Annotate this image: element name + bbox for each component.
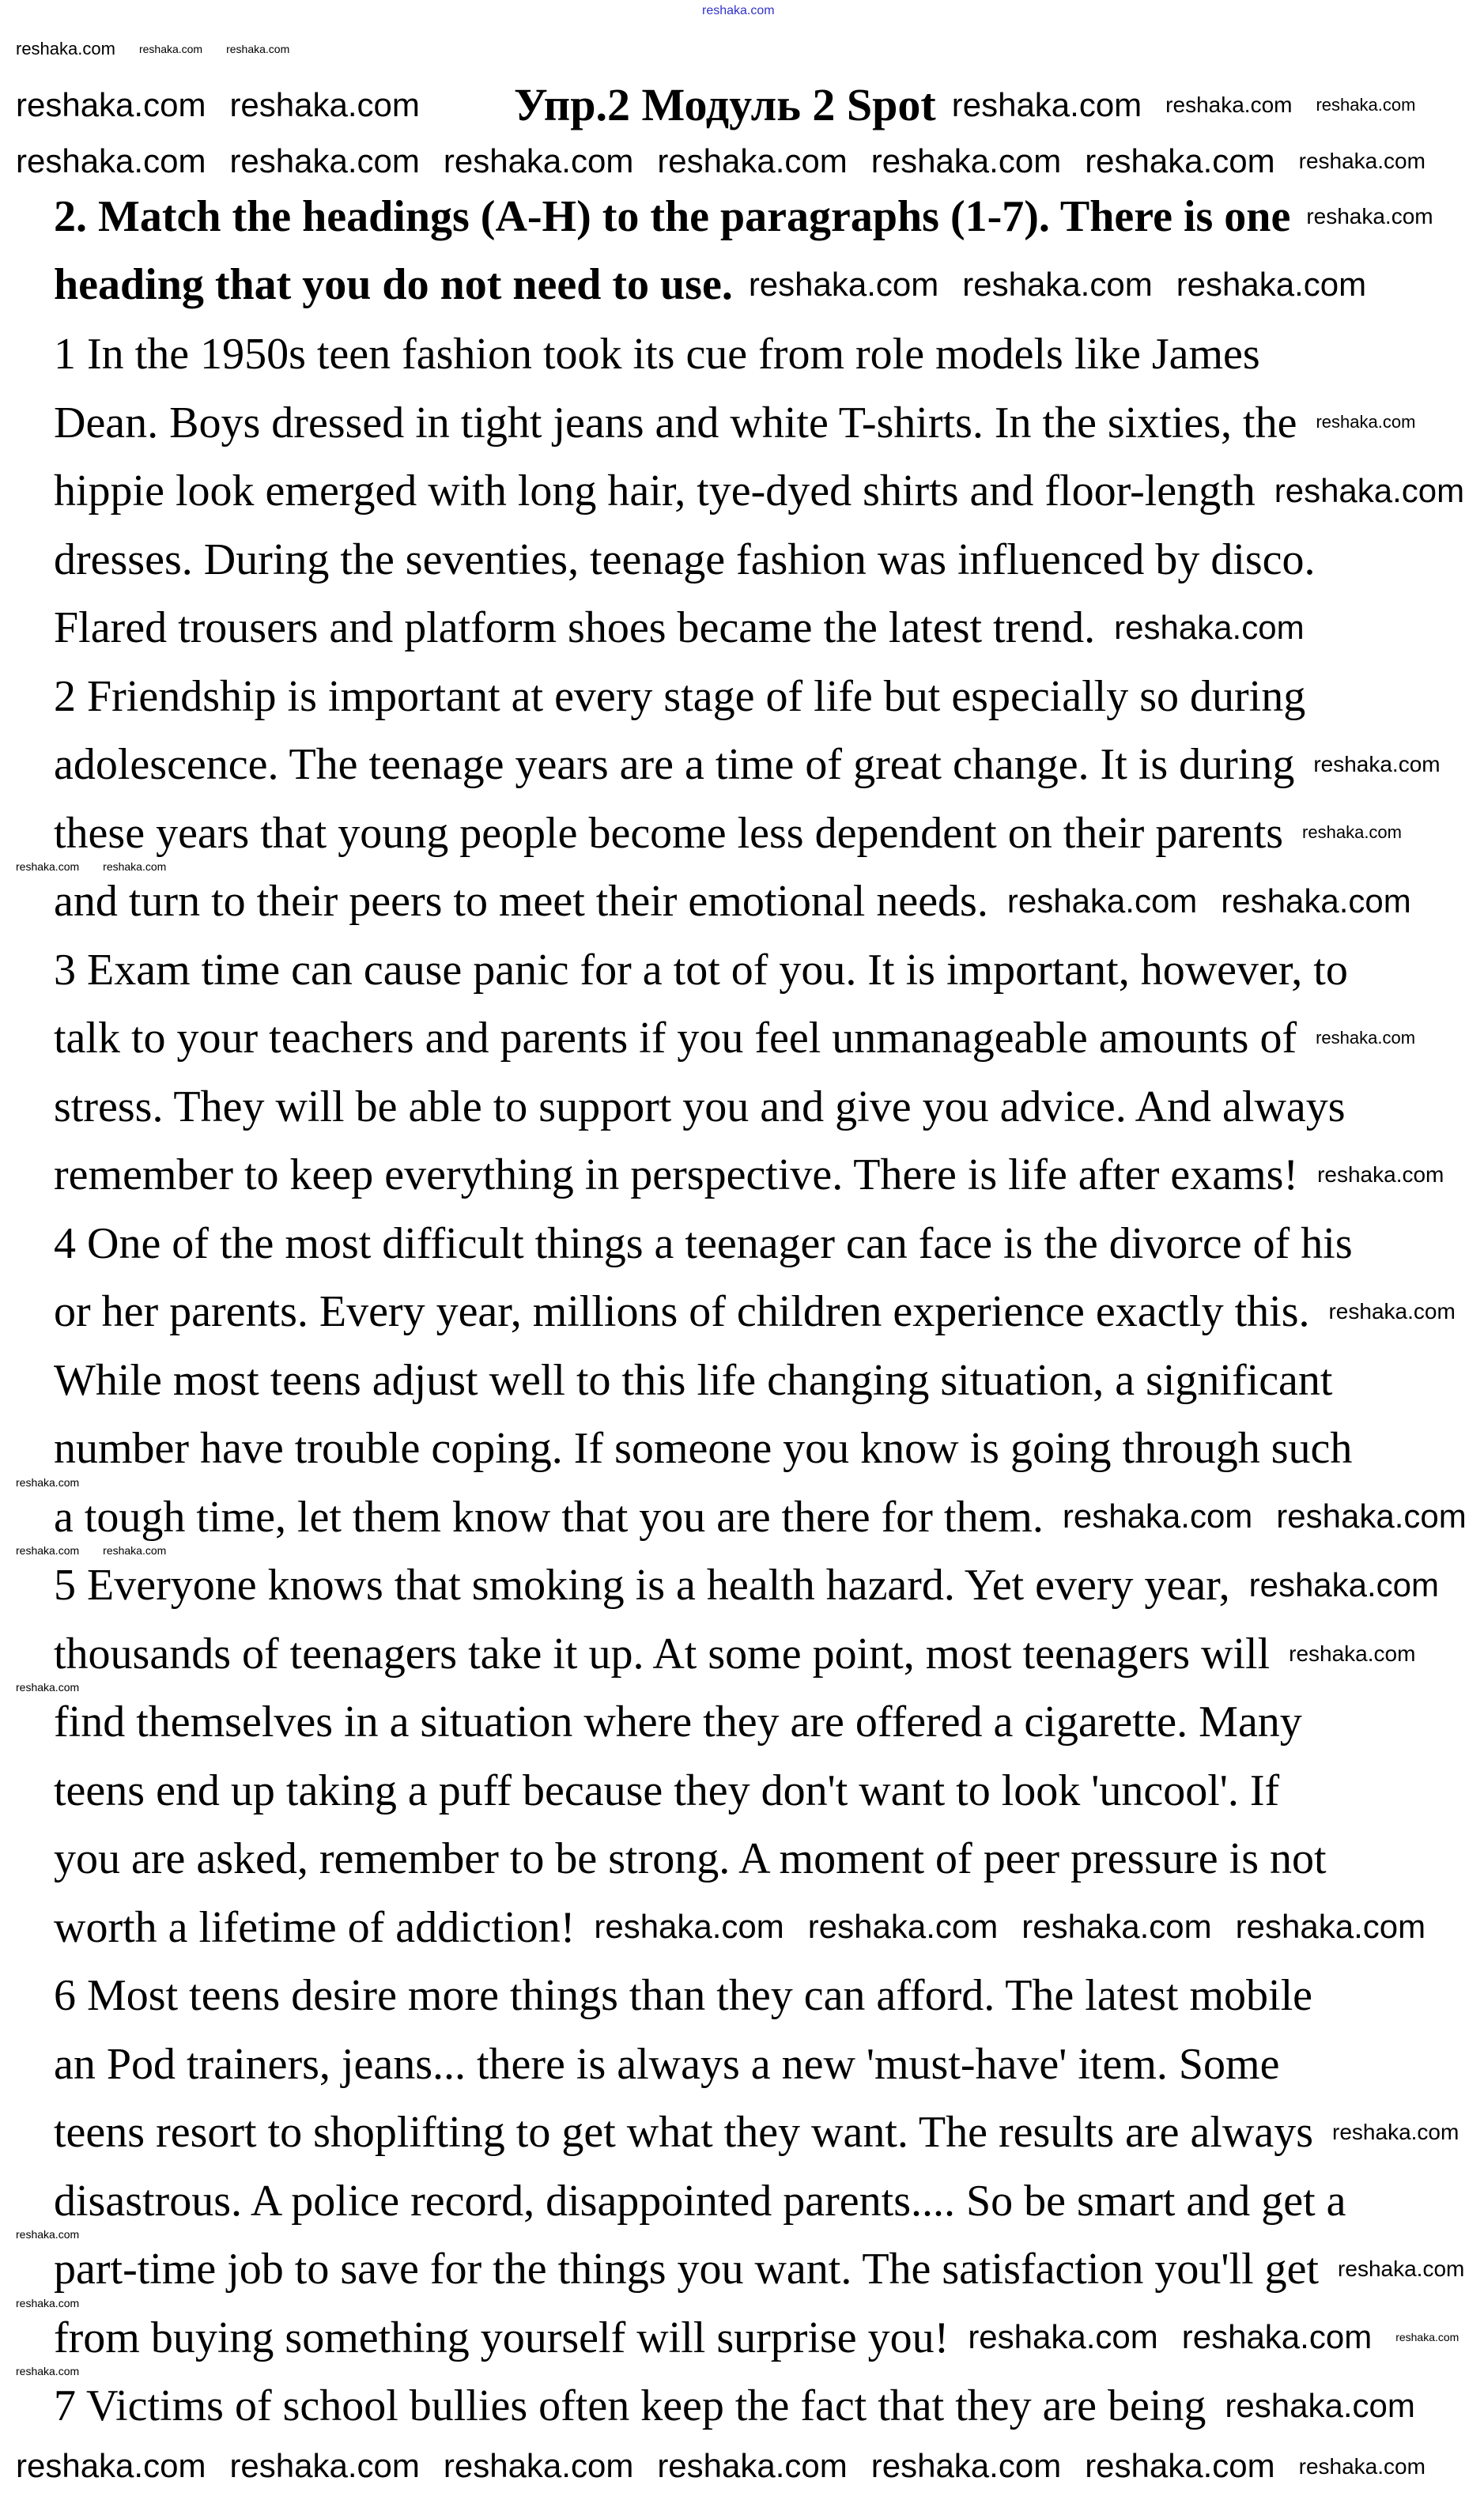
text-line: 4 One of the most difficult things a teenager can face is the divorce of his: [54, 1218, 1353, 1268]
site-link[interactable]: reshaka.com: [702, 4, 775, 17]
text-line: 6 Most teens desire more things than they can afford. The latest mobile: [54, 1971, 1312, 2020]
watermark-text: reshaka.com: [443, 2447, 634, 2485]
watermark-text: reshaka.com: [1021, 1908, 1212, 1946]
watermark-text: reshaka.com: [1176, 265, 1367, 303]
watermark-text: reshaka.com: [951, 85, 1142, 123]
watermark-text: reshaka.com: [226, 42, 290, 55]
text-line: dresses. During the seventies, teenage fashion was influenced by disco.: [54, 534, 1316, 584]
watermark-text: reshaka.com: [1395, 2331, 1459, 2344]
watermark-text: reshaka.com: [1085, 2447, 1275, 2485]
text-line: 1 In the 1950s teen fashion took its cue from role models like James: [54, 330, 1260, 379]
text-line: you are asked, remember to be strong. A moment of peer pressure is not: [54, 1834, 1327, 1883]
watermark-text: reshaka.com: [1114, 608, 1305, 646]
watermark-text: reshaka.com: [1302, 822, 1402, 843]
text-line: these years that young people become less dependent on their parents: [54, 808, 1284, 858]
watermark-text: reshaka.com: [1306, 204, 1433, 229]
watermark-text: reshaka.com: [1338, 2256, 1465, 2282]
text-line: 7 Victims of school bullies often keep the fact that they are being: [54, 2381, 1206, 2430]
text-line: from buying something yourself will surprise you!: [54, 2313, 950, 2362]
watermark-text: reshaka.com: [1274, 471, 1465, 509]
watermark-text: reshaka.com: [1328, 1299, 1456, 1324]
watermark-text: reshaka.com: [16, 1681, 80, 1694]
text-line: remember to keep everything in perspective. There is life after exams!: [54, 1150, 1299, 1199]
watermark-text: reshaka.com: [870, 142, 1062, 179]
text-line: or her parents. Every year, millions of children experience exactly this.: [54, 1287, 1310, 1336]
text-line: thousands of teenagers take it up. At some point, most teenagers will: [54, 1629, 1271, 1679]
text-line: number have trouble coping. If someone you know is going through such: [54, 1424, 1353, 1473]
watermark-text: reshaka.com: [443, 142, 634, 179]
watermark-text: reshaka.com: [1181, 2318, 1373, 2356]
text-line: an Pod trainers, jeans... there is always a new 'must-have' item. Some: [54, 2039, 1280, 2089]
text-line: hippie look emerged with long hair, tye-dyed shirts and floor-length: [54, 466, 1256, 515]
watermark-text: reshaka.com: [1248, 1565, 1440, 1603]
watermark-text: reshaka.com: [16, 142, 206, 179]
text-line: disastrous. A police record, disappointed parents.... So be smart and get a: [54, 2176, 1346, 2226]
text-line: adolescence. The teenage years are a time of great change. It is during: [54, 740, 1295, 789]
watermark-text: reshaka.com: [1276, 1497, 1467, 1535]
watermark-text: reshaka.com: [16, 85, 206, 123]
watermark-text: reshaka.com: [594, 1908, 784, 1946]
text-line: teens resort to shoplifting to get what they want. The results are always: [54, 2108, 1314, 2157]
text-line: stress. They will be able to support you and give you advice. And always: [54, 1082, 1346, 1131]
watermark-text: reshaka.com: [748, 265, 939, 303]
text-line: and turn to their peers to meet their emotional needs.: [54, 877, 988, 926]
watermark-text: reshaka.com: [16, 2228, 80, 2241]
page-title: Упр.2 Модуль 2 Spot: [514, 79, 936, 130]
watermark-text: reshaka.com: [1235, 1908, 1426, 1946]
text-line: 3 Exam time can cause panic for a tot of you. It is important, however, to: [54, 945, 1348, 995]
watermark-text: reshaka.com: [229, 2447, 420, 2485]
task-instruction-line-1: 2. Match the headings (A-H) to the paragraphs (1-7). There is one: [54, 192, 1291, 241]
watermark-text: reshaka.com: [229, 142, 420, 179]
text-line: a tough time, let them know that you are there for them.: [54, 1492, 1044, 1542]
text-line: part-time job to save for the things you want. The satisfaction you'll get: [54, 2245, 1320, 2294]
task-instruction-line-2: heading that you do not need to use.: [54, 260, 733, 309]
watermark-text: reshaka.com: [1289, 1641, 1416, 1666]
text-line: Flared trousers and platform shoes became the latest trend.: [54, 603, 1096, 652]
watermark-text: reshaka.com: [968, 2318, 1158, 2356]
watermark-text: reshaka.com: [1225, 2386, 1415, 2424]
watermark-text: reshaka.com: [1006, 882, 1198, 920]
watermark-text: reshaka.com: [16, 2365, 80, 2378]
watermark-text: reshaka.com: [103, 1544, 167, 1558]
watermark-text: reshaka.com: [657, 142, 848, 179]
text-line: 2 Friendship is important at every stage of life but especially so during: [54, 671, 1306, 721]
text-line: Dean. Boys dressed in tight jeans and white T-shirts. In the sixties, the: [54, 398, 1297, 448]
watermark-text: reshaka.com: [1165, 93, 1293, 118]
watermark-text: reshaka.com: [1085, 142, 1275, 179]
watermark-text: reshaka.com: [1316, 1027, 1416, 1048]
watermark-text: reshaka.com: [16, 2447, 206, 2485]
watermark-text: reshaka.com: [1062, 1497, 1253, 1535]
watermark-text: reshaka.com: [1298, 149, 1425, 174]
watermark-text: reshaka.com: [1332, 2120, 1459, 2145]
text-line: talk to your teachers and parents if you feel unmanageable amounts of: [54, 1014, 1297, 1063]
watermark-text: reshaka.com: [1317, 1162, 1444, 1188]
watermark-text: reshaka.com: [870, 2447, 1062, 2485]
text-line: worth a lifetime of addiction!: [54, 1902, 576, 1952]
watermark-text: reshaka.com: [16, 860, 80, 874]
text-line: find themselves in a situation where they are offered a cigarette. Many: [54, 1698, 1302, 1747]
watermark-text: reshaka.com: [16, 1475, 80, 1489]
watermark-text: reshaka.com: [1316, 412, 1416, 432]
watermark-text: reshaka.com: [1298, 2453, 1425, 2479]
watermark-text: reshaka.com: [229, 85, 420, 123]
text-line: While most teens adjust well to this life changing situation, a significant: [54, 1355, 1333, 1405]
watermark-text: reshaka.com: [103, 860, 167, 874]
text-line: 5 Everyone knows that smoking is a health hazard. Yet every year,: [54, 1561, 1230, 1610]
watermark-text: reshaka.com: [1221, 882, 1411, 920]
watermark-text: reshaka.com: [807, 1908, 999, 1946]
text-line: teens end up taking a puff because they don't want to look 'uncool'. If: [54, 1765, 1280, 1815]
watermark-text: reshaka.com: [657, 2447, 848, 2485]
watermark-text: reshaka.com: [1313, 752, 1441, 777]
watermark-text: reshaka.com: [138, 42, 203, 55]
watermark-text: reshaka.com: [1316, 94, 1416, 115]
watermark-text: reshaka.com: [16, 1544, 80, 1558]
watermark-text: reshaka.com: [16, 2296, 80, 2309]
watermark-text: reshaka.com: [962, 265, 1153, 303]
watermark-text: reshaka.com: [16, 38, 115, 59]
